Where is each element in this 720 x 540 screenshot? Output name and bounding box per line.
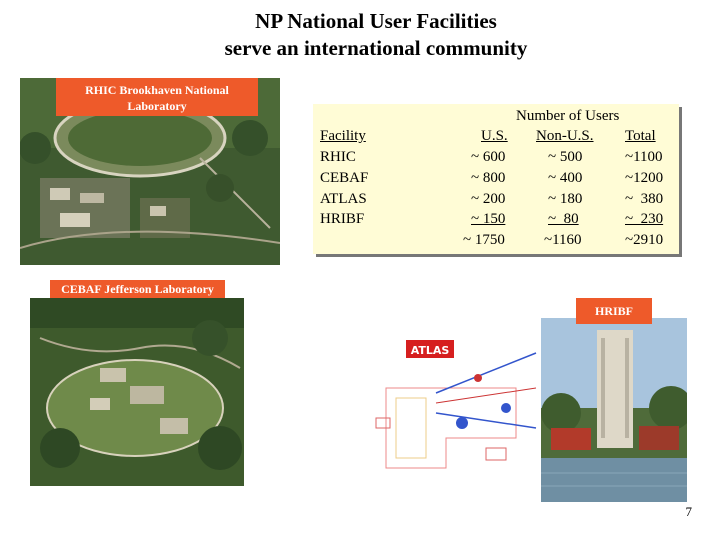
totals-us: ~ 1750 <box>463 232 505 248</box>
table-row-total: ~ 230 <box>625 211 664 227</box>
cebaf-label: CEBAF Jefferson Laboratory <box>50 280 225 298</box>
cebaf-aerial-photo <box>30 298 244 486</box>
table-row-us: ~ 800 <box>471 170 506 186</box>
table-row-non-us: ~ 180 <box>548 191 583 207</box>
atlas-layout-diagram <box>366 318 542 496</box>
title-line-2: serve an international community <box>224 36 528 60</box>
users-table <box>313 104 679 254</box>
table-row-total: ~1200 <box>625 170 664 186</box>
page-number: 7 <box>685 504 692 519</box>
table-row-non-us: ~ 500 <box>548 149 583 165</box>
totals-total: ~2910 <box>625 232 664 248</box>
atlas-logo: ATLAS <box>410 344 450 357</box>
header-number-of-users: Number of Users <box>516 108 620 124</box>
table-row-total: ~ 380 <box>625 191 664 207</box>
column-header-non-us: Non-U.S. <box>536 128 594 144</box>
column-header-us: U.S. <box>481 128 508 144</box>
table-row-non-us: ~ 400 <box>548 170 583 186</box>
table-row-facility: RHIC <box>320 149 356 165</box>
totals-non-us: ~1160 <box>544 232 582 248</box>
table-row-facility: CEBAF <box>320 170 369 186</box>
table-row-us: ~ 150 <box>471 211 506 227</box>
column-header-total: Total <box>625 128 656 144</box>
hribf-label: HRIBF <box>576 298 652 324</box>
table-row-facility: ATLAS <box>320 191 367 207</box>
hribf-tower-photo <box>541 318 687 502</box>
title-line-1: NP National User Facilities <box>255 9 497 33</box>
column-header-facility: Facility <box>320 128 366 144</box>
rhic-label: RHIC Brookhaven National Laboratory <box>56 78 258 116</box>
slide-title <box>0 8 720 62</box>
table-row-non-us: ~ 80 <box>548 211 579 227</box>
table-row-facility: HRIBF <box>320 211 365 227</box>
table-row-total: ~1100 <box>625 149 663 165</box>
table-row-us: ~ 600 <box>471 149 506 165</box>
table-row-us: ~ 200 <box>471 191 506 207</box>
